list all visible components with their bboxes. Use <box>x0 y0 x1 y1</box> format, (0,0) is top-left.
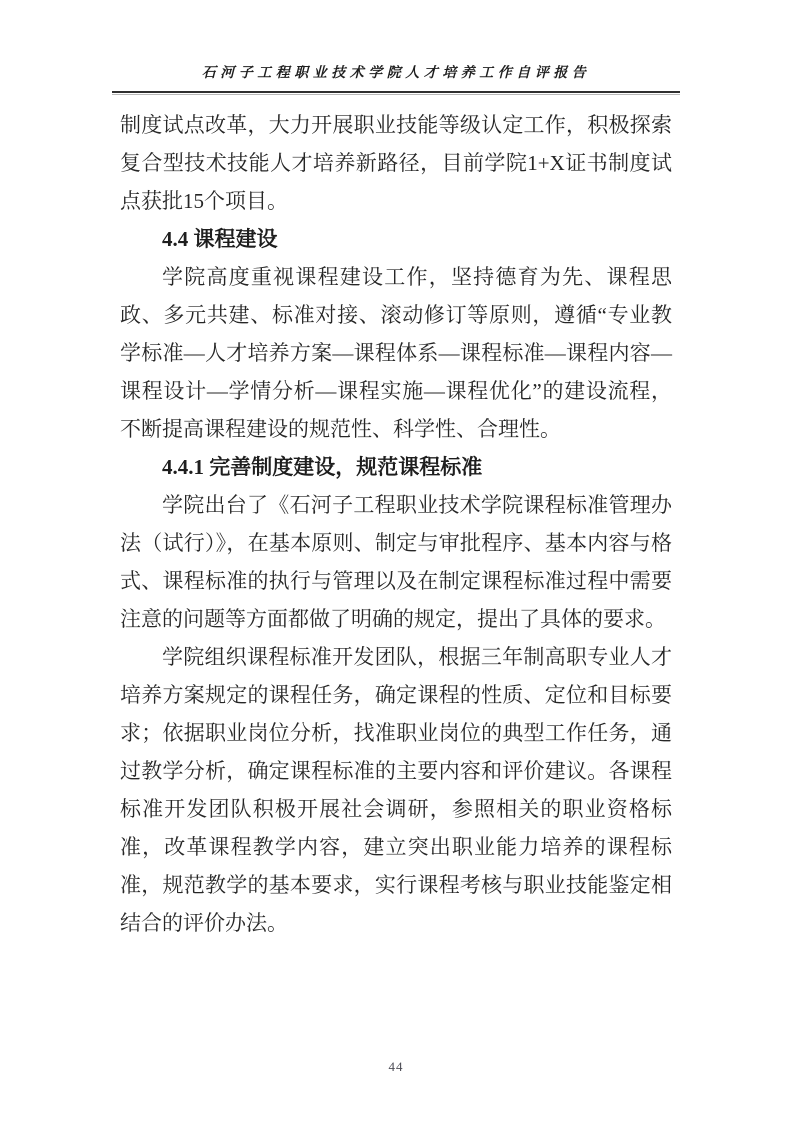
section-heading-4-4: 4.4 课程建设 <box>162 227 278 251</box>
paragraph-continuation: 制度试点改革，大力开展职业技能等级认定工作，积极探索复合型技术技能人才培养新路径，目前学院1+X证书制度试点获批15个项目。 <box>120 113 672 213</box>
header-rule <box>112 91 680 95</box>
header-title: 石河子工程职业技术学院人才培养工作自评报告 <box>201 66 591 81</box>
document-body <box>120 106 672 942</box>
page-footer <box>0 1057 792 1077</box>
paragraph-course-construction: 学院高度重视课程建设工作，坚持德育为先、课程思政、多元共建、标准对接、滚动修订等原则，遵循“专业教学标准—人才培养方案—课程体系—课程标准—课程内容—课程设计—学情分析—课程实施—课程优化”的建设流程，不断提高课程建设的规范性、科学性、合理性。 <box>120 265 672 441</box>
page-number: 44 <box>388 1059 404 1074</box>
paragraph-standards-management: 学院出台了《石河子工程职业技术学院课程标准管理办法（试行）》，在基本原则、制定与审批程序、基本内容与格式、课程标准的执行与管理以及在制定课程标准过程中需要注意的问题等方面都做了明确的规定，提出了具体的要求。 <box>120 493 672 631</box>
section-heading-4-4-1: 4.4.1 完善制度建设，规范课程标准 <box>162 455 483 479</box>
paragraph-standards-development: 学院组织课程标准开发团队，根据三年制高职专业人才培养方案规定的课程任务，确定课程的性质、定位和目标要求；依据职业岗位分析，找准职业岗位的典型工作任务，通过教学分析，确定课程标准的主要内容和评价建议。各课程标准开发团队积极开展社会调研，参照相关的职业资格标准，改革课程教学内容，建立突出职业能力培养的课程标准，规范教学的基本要求，实行课程考核与职业技能鉴定相结合的评价办法。 <box>120 645 672 935</box>
page-header <box>112 64 680 95</box>
